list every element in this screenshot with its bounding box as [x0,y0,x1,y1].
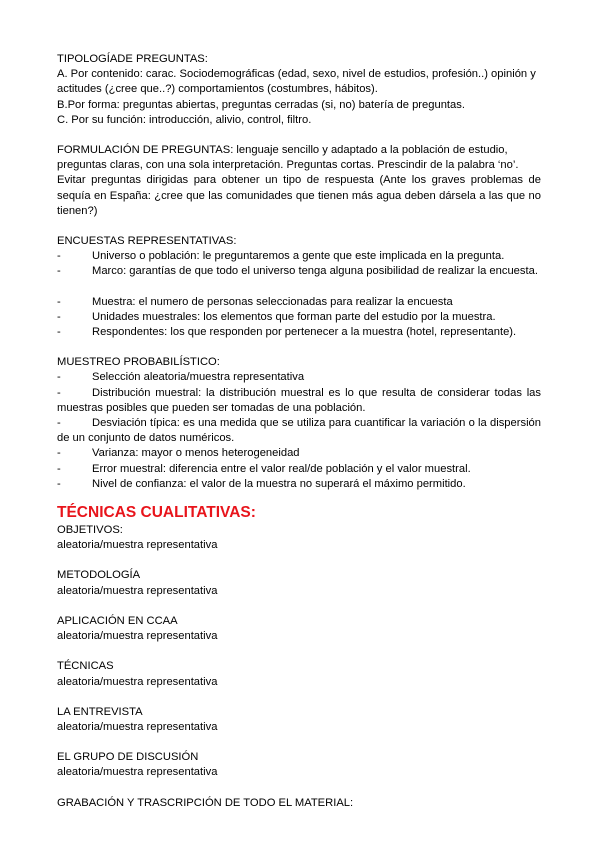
list-item-text: Distribución muestral: la distribución muestral es lo que resulta de considerar todas las muestras posibles que pueden ser tomadas de una población. [57,386,541,414]
section-heading: APLICACIÓN EN CCAA [57,614,178,627]
list-item-text: Desviación típica: es una medida que se utiliza para cuantificar la variación o la dispersión de un conjunto de datos numéricos. [57,417,541,445]
final-heading: GRABACIÓN Y TRASCRIPCIÓN DE TODO EL MATERIAL: [57,796,354,809]
tipologia-a: A. Por contenido: carac. Sociodemográficas (edad, sexo, nivel de estudios, profesión..) opinión y actitudes (¿cree que..?) comportamientos (costumbres, hábitos). [57,68,536,96]
list-item-text: Unidades muestrales: los elementos que forman parte del estudio por la muestra. [92,310,496,323]
bullet-dash: - [57,250,61,263]
list-item [57,249,541,264]
section-body: aleatoria/muestra representativa [57,675,218,688]
list-item-text: Selección aleatoria/muestra representativa [92,371,305,384]
section-body: aleatoria/muestra representativa [57,539,218,552]
bullet-dash: - [57,310,61,323]
section-heading: TÉCNICAS [57,660,114,673]
section-heading: EL GRUPO DE DISCUSIÓN [57,751,199,764]
list-item [57,370,541,385]
bullet-dash: - [57,462,61,475]
bullet-dash: - [57,447,61,460]
list-item [57,310,541,325]
tipologia-c: C. Por su función: introducción, alivio, control, filtro. [57,113,312,126]
list-item-text: Nivel de confianza: el valor de la muestra no superará el máximo permitido. [92,477,466,490]
section-body: aleatoria/muestra representativa [57,720,218,733]
tipologia-title: TIPOLOGÍADE PREGUNTAS: [57,53,208,65]
list-item [57,446,541,461]
list-item [57,325,541,340]
section-body: aleatoria/muestra representativa [57,584,218,597]
list-item-text: Muestra: el numero de personas seleccionadas para realizar la encuesta [92,295,453,308]
list-item [57,295,541,310]
bullet-dash: - [57,326,61,339]
muestreo-item-desviacion [57,416,541,446]
cualitativas-title: TÉCNICAS CUALITATIVAS: [57,504,256,522]
encuestas-title: ENCUESTAS REPRESENTATIVAS: [57,235,237,248]
section-body: aleatoria/muestra representativa [57,766,218,779]
section-heading: METODOLOGÍA [57,569,141,582]
section-heading: OBJETIVOS: [57,524,123,537]
bullet-dash: - [57,265,61,278]
bullet-dash: - [57,371,61,384]
formulacion-text-2: Evitar preguntas dirigidas para obtener un tipo de respuesta (Ante los graves problemas de sequía en España: ¿cree que las comunidades que tienen más agua deben dársela a las que no tienen?) [57,174,541,217]
tipologia-b: B.Por forma: preguntas abiertas, preguntas cerradas (si, no) batería de preguntas. [57,98,465,111]
bullet-dash: - [57,295,61,308]
list-item-text: Error muestral: diferencia entre el valor real/de población y el valor muestral. [92,462,471,475]
list-item [57,462,541,477]
muestreo-title: MUESTREO PROBABILÍSTICO: [57,356,220,369]
list-item [57,264,541,279]
muestreo-item-distribucion [57,386,541,416]
section-heading: LA ENTREVISTA [57,705,143,718]
list-item-text: Universo o población: le preguntaremos a gente que este implicada en la pregunta. [92,250,505,263]
list-item [57,477,541,492]
list-item-text: Varianza: mayor o menos heterogeneidad [92,447,300,460]
bullet-dash: - [57,386,61,399]
list-item-text: Respondentes: los que responden por pertenecer a la muestra (hotel, representante). [92,326,517,339]
formulacion-text: FORMULACIÓN DE PREGUNTAS: lenguaje sencillo y adaptado a la población de estudio, preguntas claras, con una sola interpretación. Preguntas cortas. Prescindir de la palabra ‘no’. [57,144,519,172]
bullet-dash: - [57,477,61,490]
bullet-dash: - [57,417,61,430]
document-page [57,52,541,811]
section-body: aleatoria/muestra representativa [57,630,218,643]
list-item-text: Marco: garantías de que todo el universo tenga alguna posibilidad de realizar la encuesta. [92,265,538,278]
